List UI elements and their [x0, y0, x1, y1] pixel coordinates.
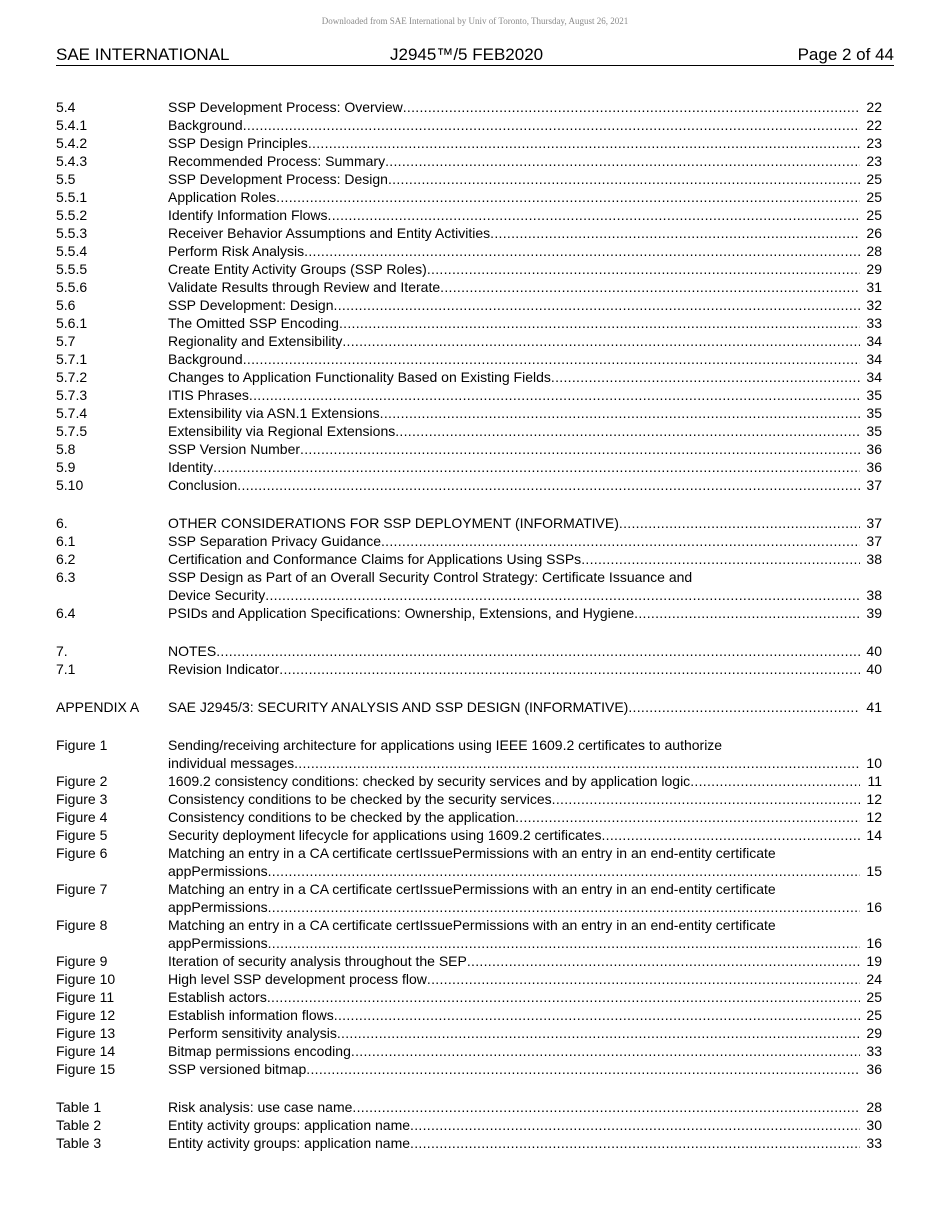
toc-entry-title: 1609.2 consistency conditions: checked by security services and by application logic	[168, 773, 691, 789]
toc-entry-number: Table 1	[56, 1099, 102, 1115]
toc-entry[interactable]	[56, 440, 882, 458]
toc-dot-leader	[388, 170, 860, 188]
toc-page-number: 34	[866, 351, 882, 367]
toc-entry-number: 6.4	[56, 605, 76, 621]
toc-entry-number: 6.3	[56, 569, 76, 585]
toc-entry-number: 5.4.2	[56, 135, 88, 151]
toc-entry-number: 6.	[56, 515, 68, 531]
toc-entry-title: Changes to Application Functionality Based on Existing Fields	[168, 369, 551, 385]
toc-entry[interactable]	[56, 260, 882, 278]
toc-entry-title: NOTES	[168, 643, 217, 659]
toc-dot-leader	[619, 514, 860, 532]
toc-dot-leader	[352, 1098, 860, 1116]
header-publisher: SAE INTERNATIONAL	[56, 45, 230, 64]
toc-entry-title: Application Roles	[168, 189, 277, 205]
toc-page-number: 40	[866, 643, 882, 659]
toc-dot-leader	[300, 440, 860, 458]
toc-entry-number: Figure 15	[56, 1061, 116, 1077]
toc-entry[interactable]	[56, 1042, 882, 1060]
toc-page-number: 30	[866, 1117, 882, 1133]
toc-page-number: 12	[866, 791, 882, 807]
toc-entry-title: Iteration of security analysis throughout the SEP	[168, 953, 467, 969]
toc-entry[interactable]	[56, 1098, 882, 1116]
toc-dot-leader	[380, 404, 860, 422]
toc-dot-leader	[403, 98, 860, 116]
toc-entry-title: OTHER CONSIDERATIONS FOR SSP DEPLOYMENT (INFORMATIVE)	[168, 515, 619, 531]
toc-dot-leader	[268, 898, 860, 916]
toc-entry-number: 5.6.1	[56, 315, 88, 331]
toc-dot-leader	[395, 422, 860, 440]
toc-page-number: 14	[866, 827, 882, 843]
toc-entry-title: Identity	[168, 459, 214, 475]
toc-page-number: 12	[866, 809, 882, 825]
toc-page-number: 39	[866, 605, 882, 621]
toc-entry[interactable]	[56, 790, 882, 808]
toc-dot-leader	[328, 206, 860, 224]
toc-page-number: 33	[866, 315, 882, 331]
toc-page-number: 32	[866, 297, 882, 313]
toc-entry[interactable]	[56, 296, 882, 314]
toc-dot-leader	[381, 532, 860, 550]
toc-entry-title-line1: Matching an entry in a CA certificate certIssuePermissions with an entry in an end-entity certificate	[168, 845, 776, 861]
toc-dot-leader	[634, 604, 860, 622]
toc-page-number: 36	[866, 441, 882, 457]
toc-dot-leader	[337, 1024, 860, 1042]
toc-dot-leader	[628, 698, 860, 716]
toc-entry[interactable]	[56, 1060, 882, 1078]
toc-page-number: 29	[866, 1025, 882, 1041]
toc-page-number: 22	[866, 99, 882, 115]
toc-page-number: 41	[866, 699, 882, 715]
toc-page-number: 25	[866, 171, 882, 187]
toc-entry-number: Figure 9	[56, 953, 108, 969]
toc-page-number: 31	[866, 279, 882, 295]
toc-entry-number: Figure 2	[56, 773, 108, 789]
toc-entry[interactable]	[56, 152, 882, 170]
toc-entry-number: Table 3	[56, 1135, 102, 1151]
toc-entry-title: Risk analysis: use case name	[168, 1099, 353, 1115]
toc-entry[interactable]	[56, 880, 882, 916]
toc-page-number: 36	[866, 1061, 882, 1077]
toc-entry-title: Device Security	[168, 587, 266, 603]
toc-entry-title: SSP versioned bitmap	[168, 1061, 307, 1077]
toc-dot-leader	[249, 386, 860, 404]
toc-entry[interactable]	[56, 568, 882, 604]
toc-entry[interactable]	[56, 350, 882, 368]
toc-dot-leader	[265, 586, 860, 604]
toc-page-number: 33	[866, 1135, 882, 1151]
toc-dot-leader	[276, 188, 860, 206]
toc-entry-number: 5.9	[56, 459, 76, 475]
toc-entry-title-line1: SSP Design as Part of an Overall Security Control Strategy: Certificate Issuance and	[168, 569, 693, 585]
toc-entry-title: Bitmap permissions encoding	[168, 1043, 351, 1059]
toc-dot-leader	[268, 862, 860, 880]
toc-dot-leader	[440, 278, 860, 296]
toc-entry[interactable]	[56, 1006, 882, 1024]
toc-entry-number: 7.1	[56, 661, 76, 677]
toc-dot-leader	[294, 754, 860, 772]
toc-page-number: 10	[866, 755, 882, 771]
toc-entry[interactable]	[56, 134, 882, 152]
toc-entry-number: 5.7	[56, 333, 76, 349]
toc-entry-number: Figure 13	[56, 1025, 116, 1041]
toc-entry-number: 5.5.1	[56, 189, 88, 205]
toc-entry[interactable]	[56, 604, 882, 622]
toc-dot-leader	[304, 242, 860, 260]
header-document-id: J2945™/5 FEB2020	[390, 45, 544, 64]
toc-entry-title: Background	[168, 351, 243, 367]
toc-page-number: 16	[866, 899, 882, 915]
toc-entry-title: Entity activity groups: application name	[168, 1117, 411, 1133]
toc-page-number: 28	[866, 243, 882, 259]
toc-page-number: 26	[866, 225, 882, 241]
toc-entry-number: 5.4	[56, 99, 76, 115]
toc-entry-number: 5.4.1	[56, 117, 88, 133]
toc-entry[interactable]	[56, 970, 882, 988]
toc-entry-title: SSP Design Principles	[168, 135, 308, 151]
toc-entry-title: Perform Risk Analysis	[168, 243, 305, 259]
toc-entry[interactable]	[56, 458, 882, 476]
toc-page-number: 33	[866, 1043, 882, 1059]
toc-entry[interactable]	[56, 206, 882, 224]
toc-dot-leader	[551, 368, 860, 386]
toc-entry[interactable]	[56, 224, 882, 242]
toc-entry[interactable]	[56, 314, 882, 332]
toc-entry-title-line1: Matching an entry in a CA certificate certIssuePermissions with an entry in an end-entity certificate	[168, 917, 776, 933]
toc-entry-number: 5.4.3	[56, 153, 88, 169]
toc-page-number: 23	[866, 153, 882, 169]
toc-dot-leader	[243, 116, 860, 134]
toc-entry-number: 5.10	[56, 477, 84, 493]
toc-dot-leader	[690, 772, 860, 790]
toc-page-number: 34	[866, 333, 882, 349]
toc-entry-title: SSP Separation Privacy Guidance	[168, 533, 381, 549]
toc-page-number: 11	[867, 773, 882, 789]
download-watermark: Downloaded from SAE International by Univ of Toronto, Thursday, August 26, 2021	[321, 16, 629, 26]
toc-entry[interactable]	[56, 550, 882, 568]
toc-entry[interactable]	[56, 386, 882, 404]
toc-entry[interactable]	[56, 332, 882, 350]
toc-entry[interactable]	[56, 736, 882, 772]
toc-entry-number: 5.7.1	[56, 351, 88, 367]
toc-entry-number: 5.7.2	[56, 369, 88, 385]
toc-entry-title: SAE J2945/3: SECURITY ANALYSIS AND SSP DESIGN (INFORMATIVE)	[168, 699, 629, 715]
toc-entry-number: Figure 7	[56, 881, 108, 897]
toc-entry-number: 7.	[56, 643, 68, 659]
toc-dot-leader	[334, 1006, 860, 1024]
toc-entry[interactable]	[56, 98, 882, 116]
toc-entry-number: 6.1	[56, 533, 76, 549]
toc-entry-number: 6.2	[56, 551, 76, 567]
toc-page-number: 38	[866, 587, 882, 603]
toc-entry-title: appPermissions	[168, 863, 268, 879]
toc-entry[interactable]	[56, 170, 882, 188]
toc-page-number: 25	[866, 189, 882, 205]
toc-entry-number: 5.6	[56, 297, 76, 313]
toc-entry[interactable]	[56, 242, 882, 260]
toc-entry-number: 5.7.4	[56, 405, 88, 421]
toc-entry-number: Figure 8	[56, 917, 108, 933]
toc-page-number: 16	[866, 935, 882, 951]
toc-entry-title: Consistency conditions to be checked by the security services	[168, 791, 552, 807]
toc-entry-title: Create Entity Activity Groups (SSP Roles)	[168, 261, 427, 277]
toc-entry-title: High level SSP development process flow	[168, 971, 427, 987]
toc-page-number: 22	[866, 117, 882, 133]
toc-dot-leader	[427, 970, 860, 988]
toc-entry-number: Figure 3	[56, 791, 108, 807]
header-page-number: Page 2 of 44	[797, 45, 894, 64]
toc-entry[interactable]	[56, 514, 882, 532]
toc-dot-leader	[601, 826, 860, 844]
toc-entry[interactable]	[56, 1024, 882, 1042]
toc-entry-title: Establish information flows	[168, 1007, 334, 1023]
toc-entry-title: Background	[168, 117, 243, 133]
toc-entry-title: Identify Information Flows	[168, 207, 328, 223]
toc-entry-title: Consistency conditions to be checked by the application	[168, 809, 516, 825]
toc-entry[interactable]	[56, 988, 882, 1006]
toc-entry[interactable]	[56, 368, 882, 386]
toc-entry-number: Table 2	[56, 1117, 102, 1133]
toc-entry-number: 5.8	[56, 441, 76, 457]
toc-entry[interactable]	[56, 660, 882, 678]
toc-page-number: 37	[866, 515, 882, 531]
toc-entry-number: Figure 5	[56, 827, 108, 843]
toc-dot-leader	[334, 296, 861, 314]
toc-entry-number: Figure 4	[56, 809, 108, 825]
toc-entry[interactable]	[56, 642, 882, 660]
toc-page-number: 36	[866, 459, 882, 475]
toc-entry[interactable]	[56, 916, 882, 952]
toc-entry-number: Figure 11	[56, 989, 115, 1005]
toc-entry-title: appPermissions	[168, 935, 268, 951]
toc-entry[interactable]	[56, 188, 882, 206]
toc-page-number: 29	[866, 261, 882, 277]
toc-dot-leader	[552, 790, 860, 808]
toc-page-number: 25	[866, 989, 882, 1005]
toc-dot-leader	[351, 1042, 860, 1060]
toc-dot-leader	[410, 1116, 860, 1134]
toc-dot-leader	[342, 332, 860, 350]
toc-entry-title: Recommended Process: Summary	[168, 153, 386, 169]
toc-dot-leader	[385, 152, 860, 170]
toc-entry[interactable]	[56, 1116, 882, 1134]
toc-entry[interactable]	[56, 808, 882, 826]
toc-page-number: 23	[866, 135, 882, 151]
toc-dot-leader	[268, 934, 860, 952]
toc-page-number: 19	[866, 953, 882, 969]
toc-entry[interactable]	[56, 952, 882, 970]
toc-entry-title: ITIS Phrases	[168, 387, 249, 403]
toc-entry[interactable]	[56, 116, 882, 134]
toc-entry[interactable]	[56, 404, 882, 422]
toc-entry-title: Extensibility via ASN.1 Extensions	[168, 405, 380, 421]
toc-dot-leader	[467, 952, 860, 970]
toc-entry-title-line1: Sending/receiving architecture for applications using IEEE 1609.2 certificates to authorize	[168, 737, 723, 753]
toc-dot-leader	[515, 808, 860, 826]
toc-entry-number: 5.5.3	[56, 225, 88, 241]
toc-entry[interactable]	[56, 772, 882, 790]
toc-dot-leader	[213, 458, 860, 476]
toc-entry[interactable]	[56, 1134, 882, 1152]
toc-entry[interactable]	[56, 532, 882, 550]
toc-entry-title: SSP Development Process: Design	[168, 171, 388, 187]
toc-entry-title: Receiver Behavior Assumptions and Entity Activities	[168, 225, 491, 241]
toc-page-number: 25	[866, 1007, 882, 1023]
toc-entry-number: 5.7.3	[56, 387, 88, 403]
toc-page-number: 35	[866, 387, 882, 403]
toc-entry[interactable]	[56, 278, 882, 296]
toc-entry-title-line1: Matching an entry in a CA certificate certIssuePermissions with an entry in an end-entity certificate	[168, 881, 776, 897]
toc-entry-number: 5.7.5	[56, 423, 88, 439]
toc-entry-title: Revision Indicator	[168, 661, 280, 677]
toc-entry-title: appPermissions	[168, 899, 268, 915]
toc-entry-title: Establish actors	[168, 989, 267, 1005]
toc-page-number: 37	[866, 477, 882, 493]
table-of-contents	[56, 98, 882, 1152]
toc-entry-title: Extensibility via Regional Extensions	[168, 423, 396, 439]
toc-entry-number: APPENDIX A	[56, 699, 140, 715]
toc-entry-number: Figure 1	[56, 737, 108, 753]
toc-entry-number: Figure 14	[56, 1043, 116, 1059]
toc-entry-number: 5.5	[56, 171, 76, 187]
toc-entry-title: Conclusion	[168, 477, 238, 493]
toc-entry[interactable]	[56, 476, 882, 494]
toc-dot-leader	[216, 642, 860, 660]
toc-page-number: 40	[866, 661, 882, 677]
toc-dot-leader	[306, 1060, 860, 1078]
page-header	[56, 45, 894, 66]
toc-page-number: 28	[866, 1099, 882, 1115]
toc-dot-leader	[279, 660, 860, 678]
toc-page-number: 35	[866, 423, 882, 439]
toc-dot-leader	[237, 476, 860, 494]
toc-entry-title: SSP Version Number	[168, 441, 301, 457]
toc-entry-number: 5.5.4	[56, 243, 88, 259]
toc-dot-leader	[490, 224, 860, 242]
toc-dot-leader	[427, 260, 860, 278]
toc-entry-number: Figure 12	[56, 1007, 116, 1023]
toc-entry-title: SSP Development: Design	[168, 297, 334, 313]
toc-entry[interactable]	[56, 698, 882, 716]
toc-page-number: 34	[866, 369, 882, 385]
toc-dot-leader	[308, 134, 860, 152]
toc-entry-number: 5.5.2	[56, 207, 88, 223]
toc-entry-number: 5.5.6	[56, 279, 88, 295]
toc-entry-title: PSIDs and Application Specifications: Ownership, Extensions, and Hygiene	[168, 605, 635, 621]
toc-entry[interactable]	[56, 844, 882, 880]
toc-page-number: 38	[866, 551, 882, 567]
toc-entry-title: Validate Results through Review and Iterate	[168, 279, 441, 295]
toc-entry-number: Figure 6	[56, 845, 108, 861]
toc-dot-leader	[410, 1134, 860, 1152]
toc-entry-title: SSP Development Process: Overview	[168, 99, 403, 115]
toc-entry-title: Regionality and Extensibility	[168, 333, 343, 349]
toc-entry-title: Perform sensitivity analysis	[168, 1025, 337, 1041]
toc-page-number: 35	[866, 405, 882, 421]
toc-page-number: 24	[866, 971, 882, 987]
toc-dot-leader	[581, 550, 860, 568]
toc-entry-title: The Omitted SSP Encoding	[168, 315, 339, 331]
toc-entry-number: 5.5.5	[56, 261, 88, 277]
toc-entry[interactable]	[56, 826, 882, 844]
toc-page-number: 25	[866, 207, 882, 223]
toc-entry-title: individual messages	[168, 755, 295, 771]
toc-page-number: 37	[866, 533, 882, 549]
toc-entry[interactable]	[56, 422, 882, 440]
toc-entry-title: Security deployment lifecycle for applications using 1609.2 certificates	[168, 827, 602, 843]
toc-entry-title: Entity activity groups: application name	[168, 1135, 411, 1151]
toc-dot-leader	[243, 350, 860, 368]
toc-page-number: 15	[866, 863, 882, 879]
toc-entry-title: Certification and Conformance Claims for Applications Using SSPs	[168, 551, 582, 567]
toc-entry-number: Figure 10	[56, 971, 116, 987]
toc-dot-leader	[267, 988, 860, 1006]
toc-dot-leader	[339, 314, 860, 332]
